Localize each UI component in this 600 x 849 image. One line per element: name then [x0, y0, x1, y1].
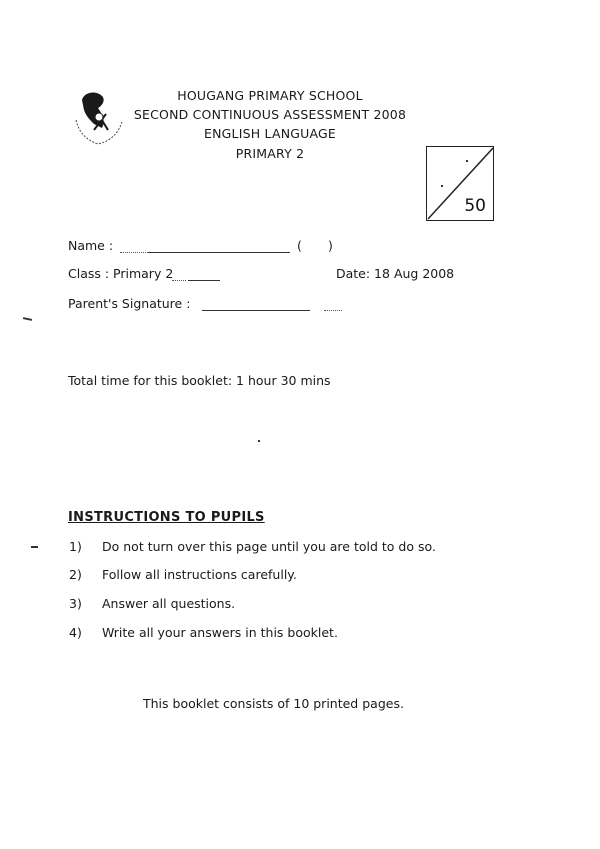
list-item-number: 4)	[69, 625, 82, 640]
list-item-number: 1)	[69, 539, 82, 554]
name-label: Name :	[68, 238, 114, 253]
list-item-number: 2)	[69, 567, 82, 582]
name-field-dots	[120, 252, 148, 253]
class-field[interactable]	[188, 280, 220, 281]
signature-label: Parent's Signature :	[68, 296, 191, 311]
class-field-dots	[172, 280, 186, 281]
assessment-title: SECOND CONTINUOUS ASSESSMENT 2008	[133, 107, 407, 122]
list-item-text: Write all your answers in this booklet.	[102, 625, 338, 640]
list-item-text: Answer all questions.	[102, 596, 236, 611]
signature-field[interactable]	[202, 310, 310, 311]
index-number-field[interactable]	[306, 238, 326, 254]
school-crest-icon	[72, 90, 124, 148]
school-crest	[72, 90, 124, 148]
score-total: 50	[464, 196, 486, 216]
level-title: PRIMARY 2	[235, 146, 305, 161]
name-field[interactable]	[148, 252, 290, 253]
score-box	[426, 146, 494, 221]
list-item-text: Follow all instructions carefully.	[102, 567, 297, 582]
scan-mark	[31, 546, 38, 548]
scan-mark	[258, 440, 260, 442]
list-item-number: 3)	[69, 596, 82, 611]
index-number-open: (	[297, 238, 302, 253]
instructions-title: INSTRUCTIONS TO PUPILS	[68, 510, 265, 525]
school-name: HOUGANG PRIMARY SCHOOL	[177, 88, 363, 103]
scan-mark	[23, 317, 32, 321]
page-count-note: This booklet consists of 10 printed pages.	[143, 696, 404, 711]
index-number-close: )	[328, 238, 333, 253]
list-item-text: Do not turn over this page until you are told to do so.	[102, 539, 436, 554]
signature-field-dots	[324, 310, 342, 311]
scan-mark	[441, 185, 443, 187]
time-note: Total time for this booklet: 1 hour 30 mins	[68, 373, 331, 388]
scan-mark	[466, 160, 468, 162]
subject-title: ENGLISH LANGUAGE	[204, 126, 336, 141]
class-label: Class : Primary 2	[68, 266, 174, 281]
date-label: Date: 18 Aug 2008	[336, 266, 455, 281]
